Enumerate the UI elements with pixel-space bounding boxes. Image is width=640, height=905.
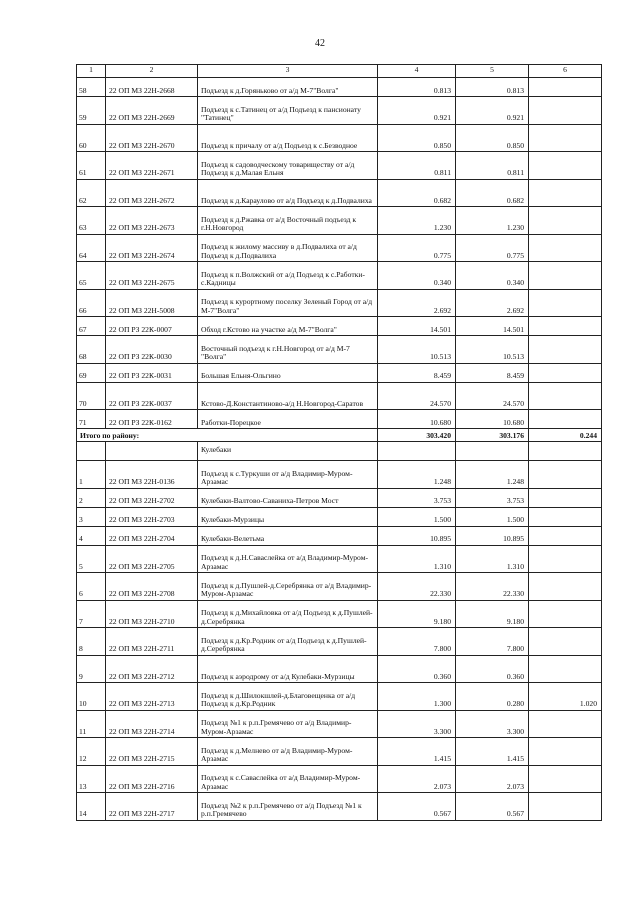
empty-cell [529, 442, 602, 461]
row-number: 1 [77, 461, 106, 489]
row-number: 10 [77, 683, 106, 711]
value-col-4: 10.680 [378, 410, 456, 429]
row-number: 69 [77, 363, 106, 382]
table-row [77, 207, 602, 235]
road-name: Кулебаки-Велетьма [198, 526, 378, 545]
road-code: 22 ОП МЗ 22Н-2671 [106, 152, 198, 180]
table-row [77, 683, 602, 711]
road-name: Подъезд к д.Горяньково от а/д М-7"Волга" [198, 78, 378, 97]
road-code: 22 ОП МЗ 22Н-2713 [106, 683, 198, 711]
value-col-6 [529, 336, 602, 364]
value-col-5: 0.775 [456, 234, 529, 262]
value-col-4: 0.775 [378, 234, 456, 262]
road-code: 22 ОП РЗ 22К-0031 [106, 363, 198, 382]
value-col-5: 0.360 [456, 655, 529, 683]
value-col-6 [529, 600, 602, 628]
value-col-6 [529, 738, 602, 766]
road-code: 22 ОП РЗ 22К-0037 [106, 382, 198, 410]
table-row [77, 628, 602, 656]
road-name: Подъезд к д.Пушлей-д.Серебрянка от а/д Владимир-Муром-Арзамас [198, 573, 378, 601]
road-code: 22 ОП РЗ 22К-0030 [106, 336, 198, 364]
value-col-5: 0.813 [456, 78, 529, 97]
value-col-5: 2.073 [456, 765, 529, 793]
road-name: Подъезд к д.Караулово от а/д Подъезд к д.Подвалиха [198, 179, 378, 207]
value-col-5: 1.500 [456, 507, 529, 526]
value-col-6 [529, 793, 602, 821]
table-row [77, 152, 602, 180]
road-code: 22 ОП МЗ 22Н-2708 [106, 573, 198, 601]
table-row [77, 289, 602, 317]
empty-cell [456, 442, 529, 461]
value-col-4: 10.895 [378, 526, 456, 545]
value-col-4: 14.501 [378, 317, 456, 336]
row-number: 11 [77, 710, 106, 738]
value-col-6 [529, 710, 602, 738]
value-col-6 [529, 317, 602, 336]
total-col-6: 0.244 [529, 429, 602, 442]
table-row [77, 765, 602, 793]
row-number: 66 [77, 289, 106, 317]
road-name: Подъезд к с.Татинец от а/д Подъезд к пансионату "Татинец" [198, 97, 378, 125]
road-name: Подъезд №2 к р.п.Гремячево от а/д Подъезд №1 к р.п.Гремячево [198, 793, 378, 821]
value-col-4: 3.300 [378, 710, 456, 738]
road-code: 22 ОП МЗ 22Н-2711 [106, 628, 198, 656]
table-row [77, 600, 602, 628]
value-col-4: 0.567 [378, 793, 456, 821]
value-col-6 [529, 545, 602, 573]
row-number: 58 [77, 78, 106, 97]
road-code: 22 ОП РЗ 22К-0007 [106, 317, 198, 336]
value-col-4: 0.813 [378, 78, 456, 97]
value-col-5: 10.513 [456, 336, 529, 364]
road-name: Подъезд №1 к р.п.Гремячево от а/д Владимир-Муром-Арзамас [198, 710, 378, 738]
value-col-6 [529, 289, 602, 317]
table-row [77, 738, 602, 766]
value-col-4: 24.570 [378, 382, 456, 410]
page-number: 42 [315, 38, 325, 49]
road-name: Подъезд к курортному поселку Зеленый Город от а/д М-7"Волга" [198, 289, 378, 317]
table-row [77, 793, 602, 821]
value-col-4: 0.360 [378, 655, 456, 683]
road-code: 22 ОП МЗ 22Н-2703 [106, 507, 198, 526]
road-code: 22 ОП МЗ 22Н-2710 [106, 600, 198, 628]
value-col-5: 8.459 [456, 363, 529, 382]
road-code: 22 ОП МЗ 22Н-0136 [106, 461, 198, 489]
value-col-5: 0.921 [456, 97, 529, 125]
col-header-6: 6 [529, 65, 602, 78]
road-name: Подъезд к причалу от а/д Подъезд к с.Безводное [198, 124, 378, 152]
header-row [77, 65, 602, 78]
value-col-6 [529, 124, 602, 152]
table-row [77, 262, 602, 290]
table-row [77, 97, 602, 125]
value-col-4: 1.500 [378, 507, 456, 526]
row-number: 59 [77, 97, 106, 125]
value-col-6 [529, 628, 602, 656]
value-col-5: 14.501 [456, 317, 529, 336]
value-col-4: 3.753 [378, 488, 456, 507]
road-code: 22 ОП МЗ 22Н-2672 [106, 179, 198, 207]
road-name: Подъезд к д.Мелнево от а/д Владимир-Муром-Арзамас [198, 738, 378, 766]
value-col-5: 1.415 [456, 738, 529, 766]
value-col-4: 1.415 [378, 738, 456, 766]
value-col-6: 1.020 [529, 683, 602, 711]
table-row [77, 573, 602, 601]
road-name: Подъезд к с.Туркуши от а/д Владимир-Муром-Арзамас [198, 461, 378, 489]
value-col-5: 1.248 [456, 461, 529, 489]
value-col-5: 7.800 [456, 628, 529, 656]
value-col-4: 10.513 [378, 336, 456, 364]
road-code: 22 ОП МЗ 22Н-2668 [106, 78, 198, 97]
row-number: 14 [77, 793, 106, 821]
road-code: 22 ОП МЗ 22Н-2670 [106, 124, 198, 152]
value-col-4: 1.310 [378, 545, 456, 573]
road-code: 22 ОП МЗ 22Н-2669 [106, 97, 198, 125]
value-col-6 [529, 179, 602, 207]
value-col-6 [529, 526, 602, 545]
value-col-4: 2.073 [378, 765, 456, 793]
table-row [77, 461, 602, 489]
roads-table [76, 64, 602, 821]
road-name: Восточный подъезд к г.Н.Новгород от а/д М-7 "Волга" [198, 336, 378, 364]
table-row [77, 317, 602, 336]
road-name: Обход г.Кстово на участке а/д М-7"Волга" [198, 317, 378, 336]
empty-cell [378, 442, 456, 461]
table-row [77, 336, 602, 364]
road-code: 22 ОП МЗ 22Н-2715 [106, 738, 198, 766]
col-header-3: 3 [198, 65, 378, 78]
road-code: 22 ОП МЗ 22Н-2674 [106, 234, 198, 262]
value-col-5: 3.300 [456, 710, 529, 738]
row-number: 3 [77, 507, 106, 526]
road-code: 22 ОП РЗ 22К-0162 [106, 410, 198, 429]
value-col-5: 0.280 [456, 683, 529, 711]
value-col-6 [529, 461, 602, 489]
col-header-4: 4 [378, 65, 456, 78]
value-col-4: 1.248 [378, 461, 456, 489]
table-row [77, 179, 602, 207]
road-code: 22 ОП МЗ 22Н-2704 [106, 526, 198, 545]
value-col-4: 9.180 [378, 600, 456, 628]
table-row [77, 488, 602, 507]
row-number: 70 [77, 382, 106, 410]
col-header-1: 1 [77, 65, 106, 78]
value-col-5: 0.682 [456, 179, 529, 207]
row-number: 7 [77, 600, 106, 628]
road-code: 22 ОП МЗ 22Н-2716 [106, 765, 198, 793]
row-number: 68 [77, 336, 106, 364]
road-name: Подъезд к аэродрому от а/д Кулебаки-Мурзицы [198, 655, 378, 683]
value-col-5: 10.680 [456, 410, 529, 429]
row-number: 64 [77, 234, 106, 262]
value-col-6 [529, 262, 602, 290]
row-number: 4 [77, 526, 106, 545]
value-col-4: 7.800 [378, 628, 456, 656]
table-row [77, 710, 602, 738]
row-number: 63 [77, 207, 106, 235]
road-code: 22 ОП МЗ 22Н-2705 [106, 545, 198, 573]
value-col-4: 1.230 [378, 207, 456, 235]
value-col-4: 0.850 [378, 124, 456, 152]
district-name: Кулебаки [198, 442, 378, 461]
road-code: 22 ОП МЗ 22Н-5008 [106, 289, 198, 317]
value-col-6 [529, 78, 602, 97]
value-col-5: 9.180 [456, 600, 529, 628]
road-code: 22 ОП МЗ 22Н-2702 [106, 488, 198, 507]
value-col-5: 2.692 [456, 289, 529, 317]
row-number: 9 [77, 655, 106, 683]
row-number: 8 [77, 628, 106, 656]
row-number: 65 [77, 262, 106, 290]
road-name: Подъезд к д.Кр.Родник от а/д Подъезд к д.Пушлей-д.Серебрянка [198, 628, 378, 656]
value-col-6 [529, 234, 602, 262]
value-col-6 [529, 488, 602, 507]
value-col-5: 0.811 [456, 152, 529, 180]
road-name: Работки-Порецкое [198, 410, 378, 429]
table-row [77, 78, 602, 97]
value-col-6 [529, 573, 602, 601]
value-col-6 [529, 410, 602, 429]
road-name: Кулебаки-Валтово-Саваниха-Петров Мост [198, 488, 378, 507]
value-col-4: 0.921 [378, 97, 456, 125]
value-col-4: 8.459 [378, 363, 456, 382]
road-name: Подъезд к с.Саваслейка от а/д Владимир-Муром-Арзамас [198, 765, 378, 793]
road-code: 22 ОП МЗ 22Н-2673 [106, 207, 198, 235]
road-code: 22 ОП МЗ 22Н-2712 [106, 655, 198, 683]
table-row [77, 545, 602, 573]
road-name: Подъезд к садоводческому товариществу от а/д Подъезд к д.Малая Ельня [198, 152, 378, 180]
road-name: Большая Ельня-Ольгино [198, 363, 378, 382]
value-col-4: 1.300 [378, 683, 456, 711]
value-col-5: 0.340 [456, 262, 529, 290]
road-name: Подъезд к д.Ржавка от а/д Восточный подъезд к г.Н.Новгород [198, 207, 378, 235]
value-col-5: 1.230 [456, 207, 529, 235]
empty-cell [77, 442, 106, 461]
road-name: Подъезд к д.Шилокшлей-д.Благовещенка от а/д Подъезд к д.Кр.Родник [198, 683, 378, 711]
value-col-5: 22.330 [456, 573, 529, 601]
table-row [77, 526, 602, 545]
value-col-6 [529, 207, 602, 235]
road-name: Подъезд к п.Волжский от а/д Подъезд к с.Работки-с.Кадницы [198, 262, 378, 290]
road-code: 22 ОП МЗ 22Н-2717 [106, 793, 198, 821]
value-col-5: 0.567 [456, 793, 529, 821]
col-header-2: 2 [106, 65, 198, 78]
road-name: Подъезд к д.Михайловка от а/д Подъезд к д.Пушлей-д.Серебрянка [198, 600, 378, 628]
district-total-label: Итого по району: [77, 429, 378, 442]
table-row [77, 124, 602, 152]
value-col-6 [529, 152, 602, 180]
value-col-4: 0.682 [378, 179, 456, 207]
table-row [77, 382, 602, 410]
row-number: 61 [77, 152, 106, 180]
value-col-6 [529, 765, 602, 793]
table-row [77, 410, 602, 429]
value-col-4: 22.330 [378, 573, 456, 601]
row-number: 62 [77, 179, 106, 207]
value-col-5: 1.310 [456, 545, 529, 573]
col-header-5: 5 [456, 65, 529, 78]
road-name: Кулебаки-Мурзицы [198, 507, 378, 526]
row-number: 5 [77, 545, 106, 573]
row-number: 67 [77, 317, 106, 336]
table-row [77, 363, 602, 382]
district-section-row [77, 442, 602, 461]
value-col-5: 0.850 [456, 124, 529, 152]
row-number: 6 [77, 573, 106, 601]
total-col-4: 303.420 [378, 429, 456, 442]
value-col-5: 24.570 [456, 382, 529, 410]
road-name: Подъезд к д.Н.Саваслейка от а/д Владимир-Муром-Арзамас [198, 545, 378, 573]
empty-cell [106, 442, 198, 461]
value-col-6 [529, 97, 602, 125]
value-col-6 [529, 507, 602, 526]
value-col-4: 0.811 [378, 152, 456, 180]
row-number: 60 [77, 124, 106, 152]
value-col-5: 3.753 [456, 488, 529, 507]
table-row [77, 507, 602, 526]
value-col-4: 0.340 [378, 262, 456, 290]
value-col-5: 10.895 [456, 526, 529, 545]
row-number: 13 [77, 765, 106, 793]
road-code: 22 ОП МЗ 22Н-2675 [106, 262, 198, 290]
value-col-6 [529, 655, 602, 683]
road-code: 22 ОП МЗ 22Н-2714 [106, 710, 198, 738]
row-number: 71 [77, 410, 106, 429]
value-col-4: 2.692 [378, 289, 456, 317]
table-row [77, 655, 602, 683]
district-total-row [77, 429, 602, 442]
row-number: 12 [77, 738, 106, 766]
table-row [77, 234, 602, 262]
row-number: 2 [77, 488, 106, 507]
road-name: Кстово-Д.Константиново-а/д Н.Новгород-Саратов [198, 382, 378, 410]
total-col-5: 303.176 [456, 429, 529, 442]
value-col-6 [529, 363, 602, 382]
road-name: Подъезд к жилому массиву в д.Подвалиха от а/д Подъезд к д.Подвалиха [198, 234, 378, 262]
value-col-6 [529, 382, 602, 410]
